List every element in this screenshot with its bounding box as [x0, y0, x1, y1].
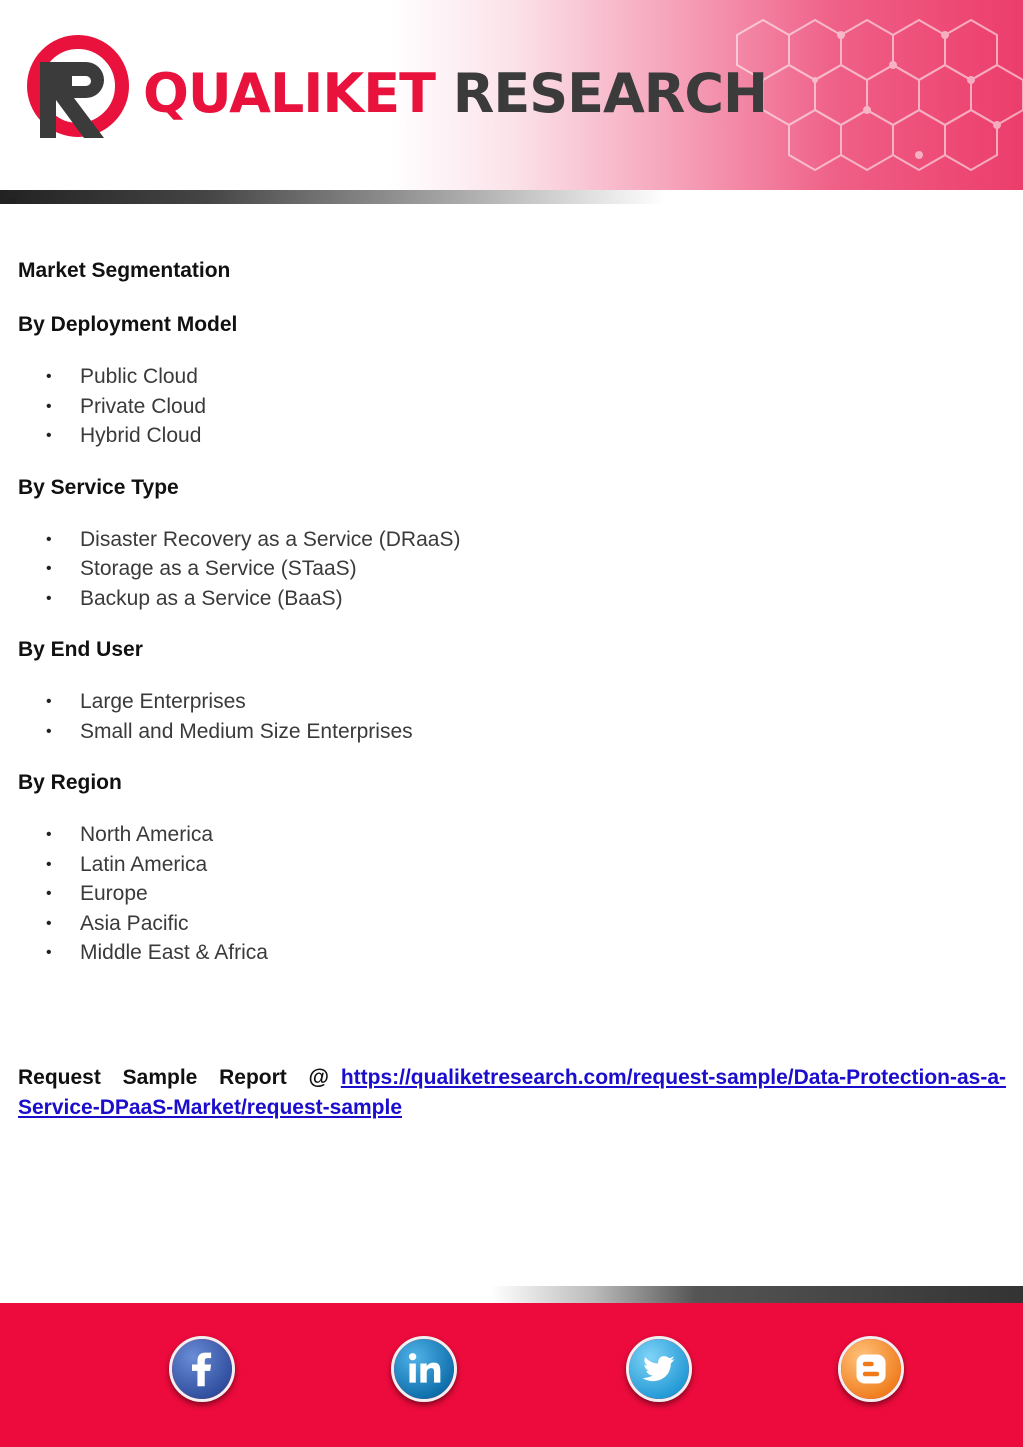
- blogger-icon[interactable]: [838, 1336, 904, 1402]
- list-item: • Europe: [18, 879, 1008, 909]
- brand-name-part2: RESEARCH: [452, 62, 768, 125]
- section-heading-end-user: By End User: [18, 638, 143, 661]
- header-divider-stub: [0, 198, 16, 204]
- deployment-list: [18, 362, 1008, 451]
- segmentation-content: [18, 256, 1008, 990]
- segmentation-title: Market Segmentation: [18, 259, 231, 282]
- brand-name-part1: QUALIKET: [143, 62, 435, 125]
- qr-logo-icon: [22, 34, 134, 150]
- header-divider-bar: [0, 190, 1023, 204]
- list-item: • Public Cloud: [18, 362, 1008, 392]
- region-list: [18, 820, 1008, 968]
- facebook-icon[interactable]: [169, 1336, 235, 1402]
- list-item: • North America: [18, 820, 1008, 850]
- list-item: • Large Enterprises: [18, 687, 1008, 717]
- brand-name: [143, 62, 767, 126]
- list-item: • Hybrid Cloud: [18, 421, 1008, 451]
- list-item: • Middle East & Africa: [18, 938, 1008, 968]
- twitter-icon[interactable]: [626, 1336, 692, 1402]
- list-item: • Small and Medium Size Enterprises: [18, 717, 1008, 747]
- request-sample-paragraph: [18, 1063, 1006, 1123]
- request-sample-label: Request Sample Report @: [18, 1066, 330, 1089]
- list-item: • Backup as a Service (BaaS): [18, 584, 1008, 614]
- list-item: • Storage as a Service (STaaS): [18, 554, 1008, 584]
- section-heading-service-type: By Service Type: [18, 475, 179, 499]
- end-user-list: [18, 687, 1008, 746]
- list-item: • Private Cloud: [18, 392, 1008, 422]
- request-sample-link[interactable]: https://qualiketresearch.com/request-sample/Data-Protection-as-a-Service-DPaaS-Market/request-sample: [18, 1066, 1006, 1119]
- page-header: [0, 0, 1023, 190]
- list-item: • Asia Pacific: [18, 909, 1008, 939]
- section-heading-region: By Region: [18, 771, 122, 794]
- footer-divider-bar: [0, 1286, 1023, 1304]
- service-type-list: [18, 525, 1008, 614]
- linkedin-icon[interactable]: [391, 1336, 457, 1402]
- list-item: • Latin America: [18, 850, 1008, 880]
- list-item: • Disaster Recovery as a Service (DRaaS): [18, 525, 1008, 555]
- section-heading-deployment: By Deployment Model: [18, 313, 238, 336]
- page-footer: [0, 1303, 1023, 1447]
